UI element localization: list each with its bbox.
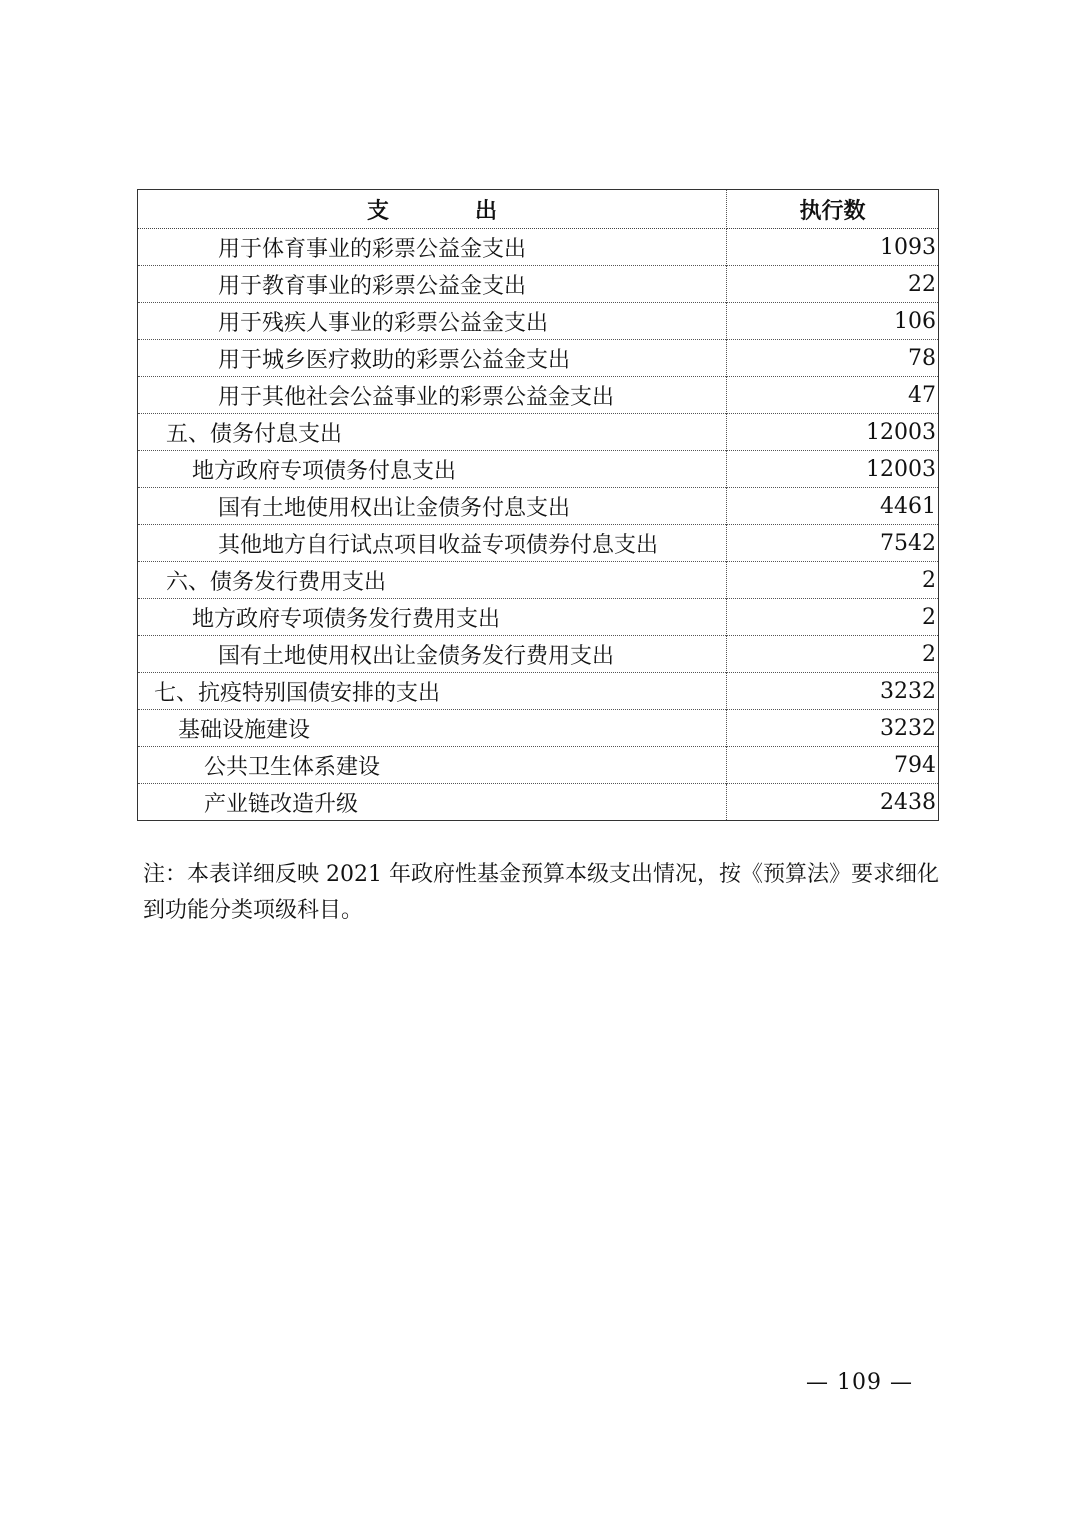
row-value: 2 [727, 636, 939, 673]
page-number: — 109 — [806, 1370, 913, 1395]
table-row [138, 488, 939, 525]
row-label: 用于教育事业的彩票公益金支出 [138, 266, 727, 303]
row-label: 国有土地使用权出让金债务发行费用支出 [138, 636, 727, 673]
table-header-row [138, 190, 939, 229]
row-label: 用于城乡医疗救助的彩票公益金支出 [138, 340, 727, 377]
row-value: 47 [727, 377, 939, 414]
table-row [138, 340, 939, 377]
table-row [138, 710, 939, 747]
table-row [138, 377, 939, 414]
row-value: 3232 [727, 710, 939, 747]
table-row [138, 784, 939, 821]
header-expenditure: 支出 [138, 190, 727, 229]
table-row [138, 229, 939, 266]
table-row [138, 562, 939, 599]
table-row [138, 266, 939, 303]
row-label: 产业链改造升级 [138, 784, 727, 821]
row-label: 其他地方自行试点项目收益专项债券付息支出 [138, 525, 727, 562]
expenditure-table [137, 189, 939, 821]
row-value: 3232 [727, 673, 939, 710]
row-label: 七、抗疫特别国债安排的支出 [138, 673, 727, 710]
row-value: 1093 [727, 229, 939, 266]
row-label: 公共卫生体系建设 [138, 747, 727, 784]
row-label: 用于其他社会公益事业的彩票公益金支出 [138, 377, 727, 414]
table-note: 注：本表详细反映 2021 年政府性基金预算本级支出情况，按《预算法》要求细化到功能分类项级科目。 [143, 862, 939, 923]
row-value: 7542 [727, 525, 939, 562]
row-value: 2 [727, 599, 939, 636]
row-value: 12003 [727, 451, 939, 488]
row-value: 106 [727, 303, 939, 340]
row-value: 794 [727, 747, 939, 784]
table-row [138, 747, 939, 784]
row-value: 12003 [727, 414, 939, 451]
row-value: 2 [727, 562, 939, 599]
row-label: 地方政府专项债务发行费用支出 [138, 599, 727, 636]
row-value: 22 [727, 266, 939, 303]
table-row [138, 673, 939, 710]
row-label: 五、债务付息支出 [138, 414, 727, 451]
row-label: 六、债务发行费用支出 [138, 562, 727, 599]
table-row [138, 303, 939, 340]
row-label: 用于残疾人事业的彩票公益金支出 [138, 303, 727, 340]
row-label: 用于体育事业的彩票公益金支出 [138, 229, 727, 266]
row-value: 2438 [727, 784, 939, 821]
table-body [138, 229, 939, 821]
table-row [138, 636, 939, 673]
table-row [138, 414, 939, 451]
table-row [138, 451, 939, 488]
row-label: 地方政府专项债务付息支出 [138, 451, 727, 488]
table-row [138, 525, 939, 562]
header-executed-amount: 执行数 [727, 190, 939, 229]
table-row [138, 599, 939, 636]
row-label: 基础设施建设 [138, 710, 727, 747]
row-label: 国有土地使用权出让金债务付息支出 [138, 488, 727, 525]
row-value: 78 [727, 340, 939, 377]
row-value: 4461 [727, 488, 939, 525]
